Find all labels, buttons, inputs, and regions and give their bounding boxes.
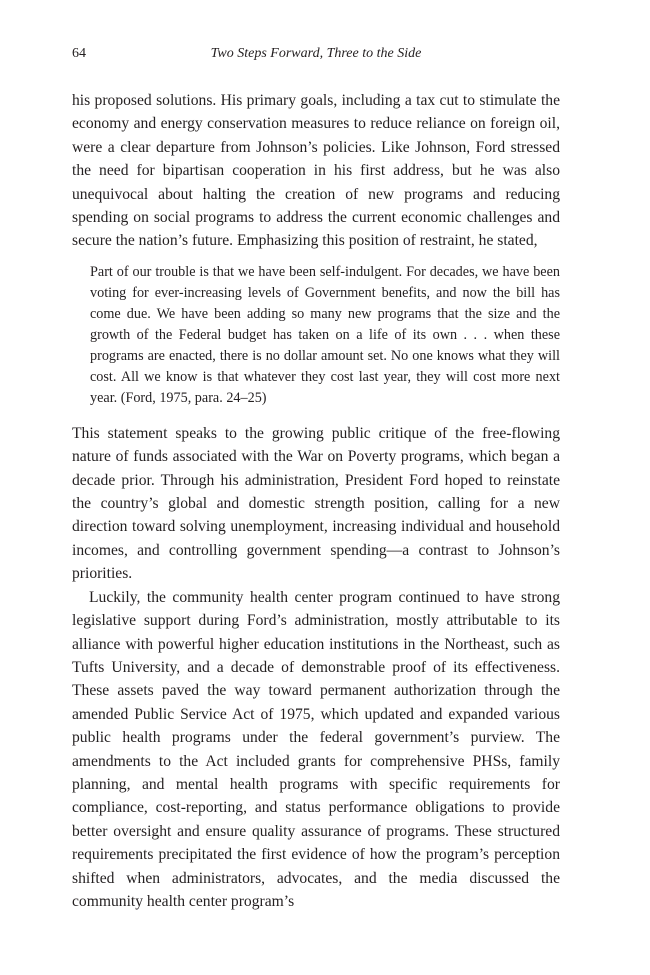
block-quote: Part of our trouble is that we have been self-indulgent. For decades, we have been voting for ever-increasing levels of Government benefits, and now the bill has come due. We have been adding so many new programs that the size and the growth of the Federal budget has taken on a life of its own . . . when these programs are enacted, there is no dollar amount set. No one knows what they will cost. All we know is that whatever they cost last year, they will cost more next year. (Ford, 1975, para. 24–25) (90, 263, 560, 406)
page-body (72, 89, 560, 913)
paragraph-1: his proposed solutions. His primary goals, including a tax cut to stimulate the economy and energy conservation measures to reduce reliance on foreign oil, were a clear departure from Johnson’s policies. Like Johnson, Ford stressed the need for bipartisan cooperation in his first address, but he was also unequivocal about halting the creation of new programs and reducing spending on social programs to address the current economic challenges and secure the nation’s future. Emphasizing this position of restraint, he stated, (72, 92, 560, 250)
page-number: 64 (72, 46, 86, 61)
running-title: Two Steps Forward, Three to the Side (210, 46, 422, 61)
paragraph-2: This statement speaks to the growing public critique of the free-flowing nature of funds associated with the War on Poverty programs, which began a decade prior. Through his administration, President Ford hoped to reinstate the country’s global and domestic strength position, calling for a new direction toward solving unemployment, increasing individual and household incomes, and controlling government spending—a contrast to Johnson’s priorities. (72, 424, 560, 583)
page-header (72, 46, 560, 66)
paragraph-3: Luckily, the community health center program continued to have strong legislative support during Ford’s administration, mostly attributable to its alliance with powerful higher education institutions in the Northeast, such as Tufts University, and a decade of demonstrable proof of its effectiveness. These assets paved the way toward permanent authorization through the amended Public Service Act of 1975, which updated and expanded various public health programs under the federal government’s purview. The amendments to the Act included grants for comprehensive PHSs, family planning, and mental health programs with specific requirements for compliance, cost-reporting, and status performance obligations to provide better oversight and ensure quality assurance of programs. These structured requirements precipitated the first evidence of how the program’s perception shifted when administrators, advocates, and the media discussed the community health center program’s (72, 588, 560, 910)
